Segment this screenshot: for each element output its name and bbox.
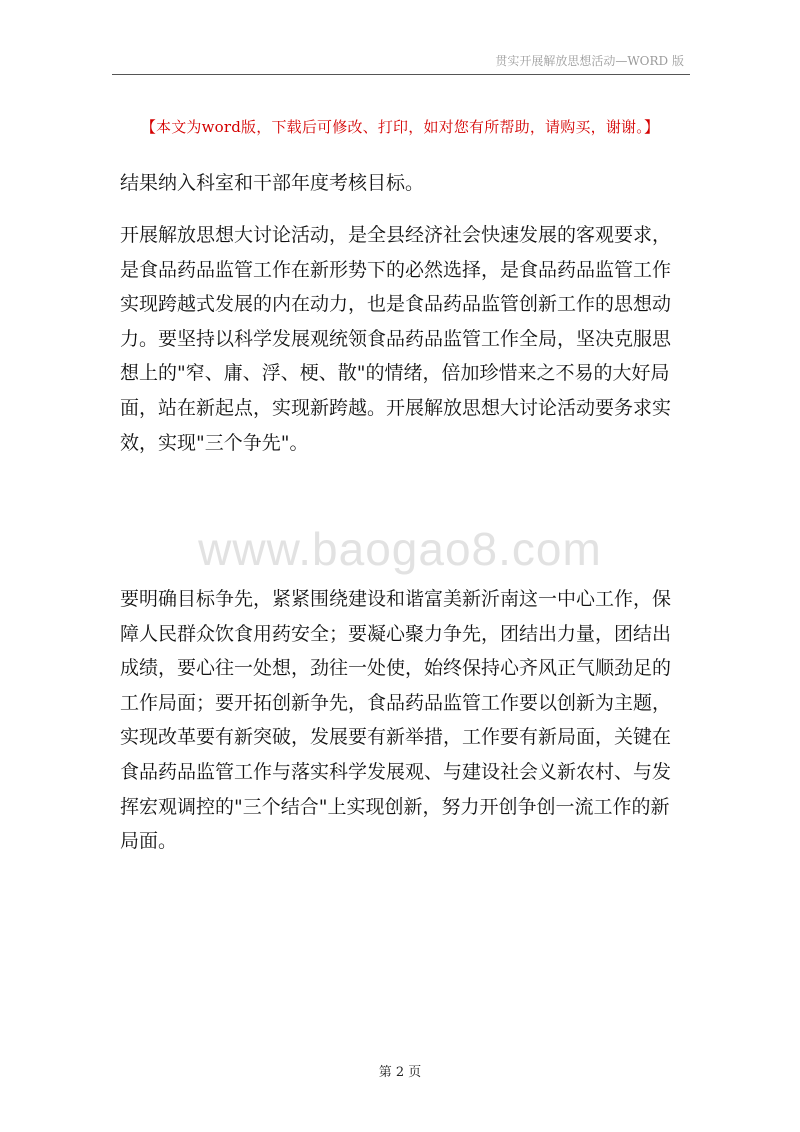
paragraph-1: 结果纳入科室和干部年度考核目标。: [120, 172, 425, 194]
paragraph-3: 要明确目标争先，紧紧围绕建设和谐富美新沂南这一中心工作，保障人民群众饮食用药安全；要凝心聚力争先，团结出力量，团结出成绩，要心往一处想，劲往一处使，始终保持心齐风正气顺劲足的工作局面；要开拓创新争先，食品药品监管工作要以创新为主题，实现改革要有新突破，发展要有新举措，工作要有新局面，关键在食品药品监管工作与落实科学发展观、与建设社会义新农村、与发挥宏观调控的"三个结合"上实现创新，努力开创争创一流工作的新局面。: [120, 588, 672, 853]
paragraph-2: 开展解放思想大讨论活动，是全县经济社会快速发展的客观要求，是食品药品监管工作在新形势下的必然选择，是食品药品监管工作实现跨越式发展的内在动力，也是食品药品监管创新工作的思想动力。要坚持以科学发展观统领食品药品监管工作全局，坚决克服思想上的"窄、庸、浮、梗、散"的情绪，倍加珍惜来之不易的大好局面，站在新起点，实现新跨越。开展解放思想大讨论活动要务求实效，实现"三个争先"。: [120, 224, 672, 454]
page-number: 第 2 页: [378, 1065, 422, 1080]
running-header: 贯实开展解放思想活动—WORD 版: [495, 54, 684, 68]
purchase-notice: 【本文为word版，下载后可修改、打印，如对您有所帮助，请购买，谢谢。】: [140, 118, 660, 136]
watermark: www.baogao8.com: [198, 523, 602, 575]
header-divider: [112, 74, 690, 75]
